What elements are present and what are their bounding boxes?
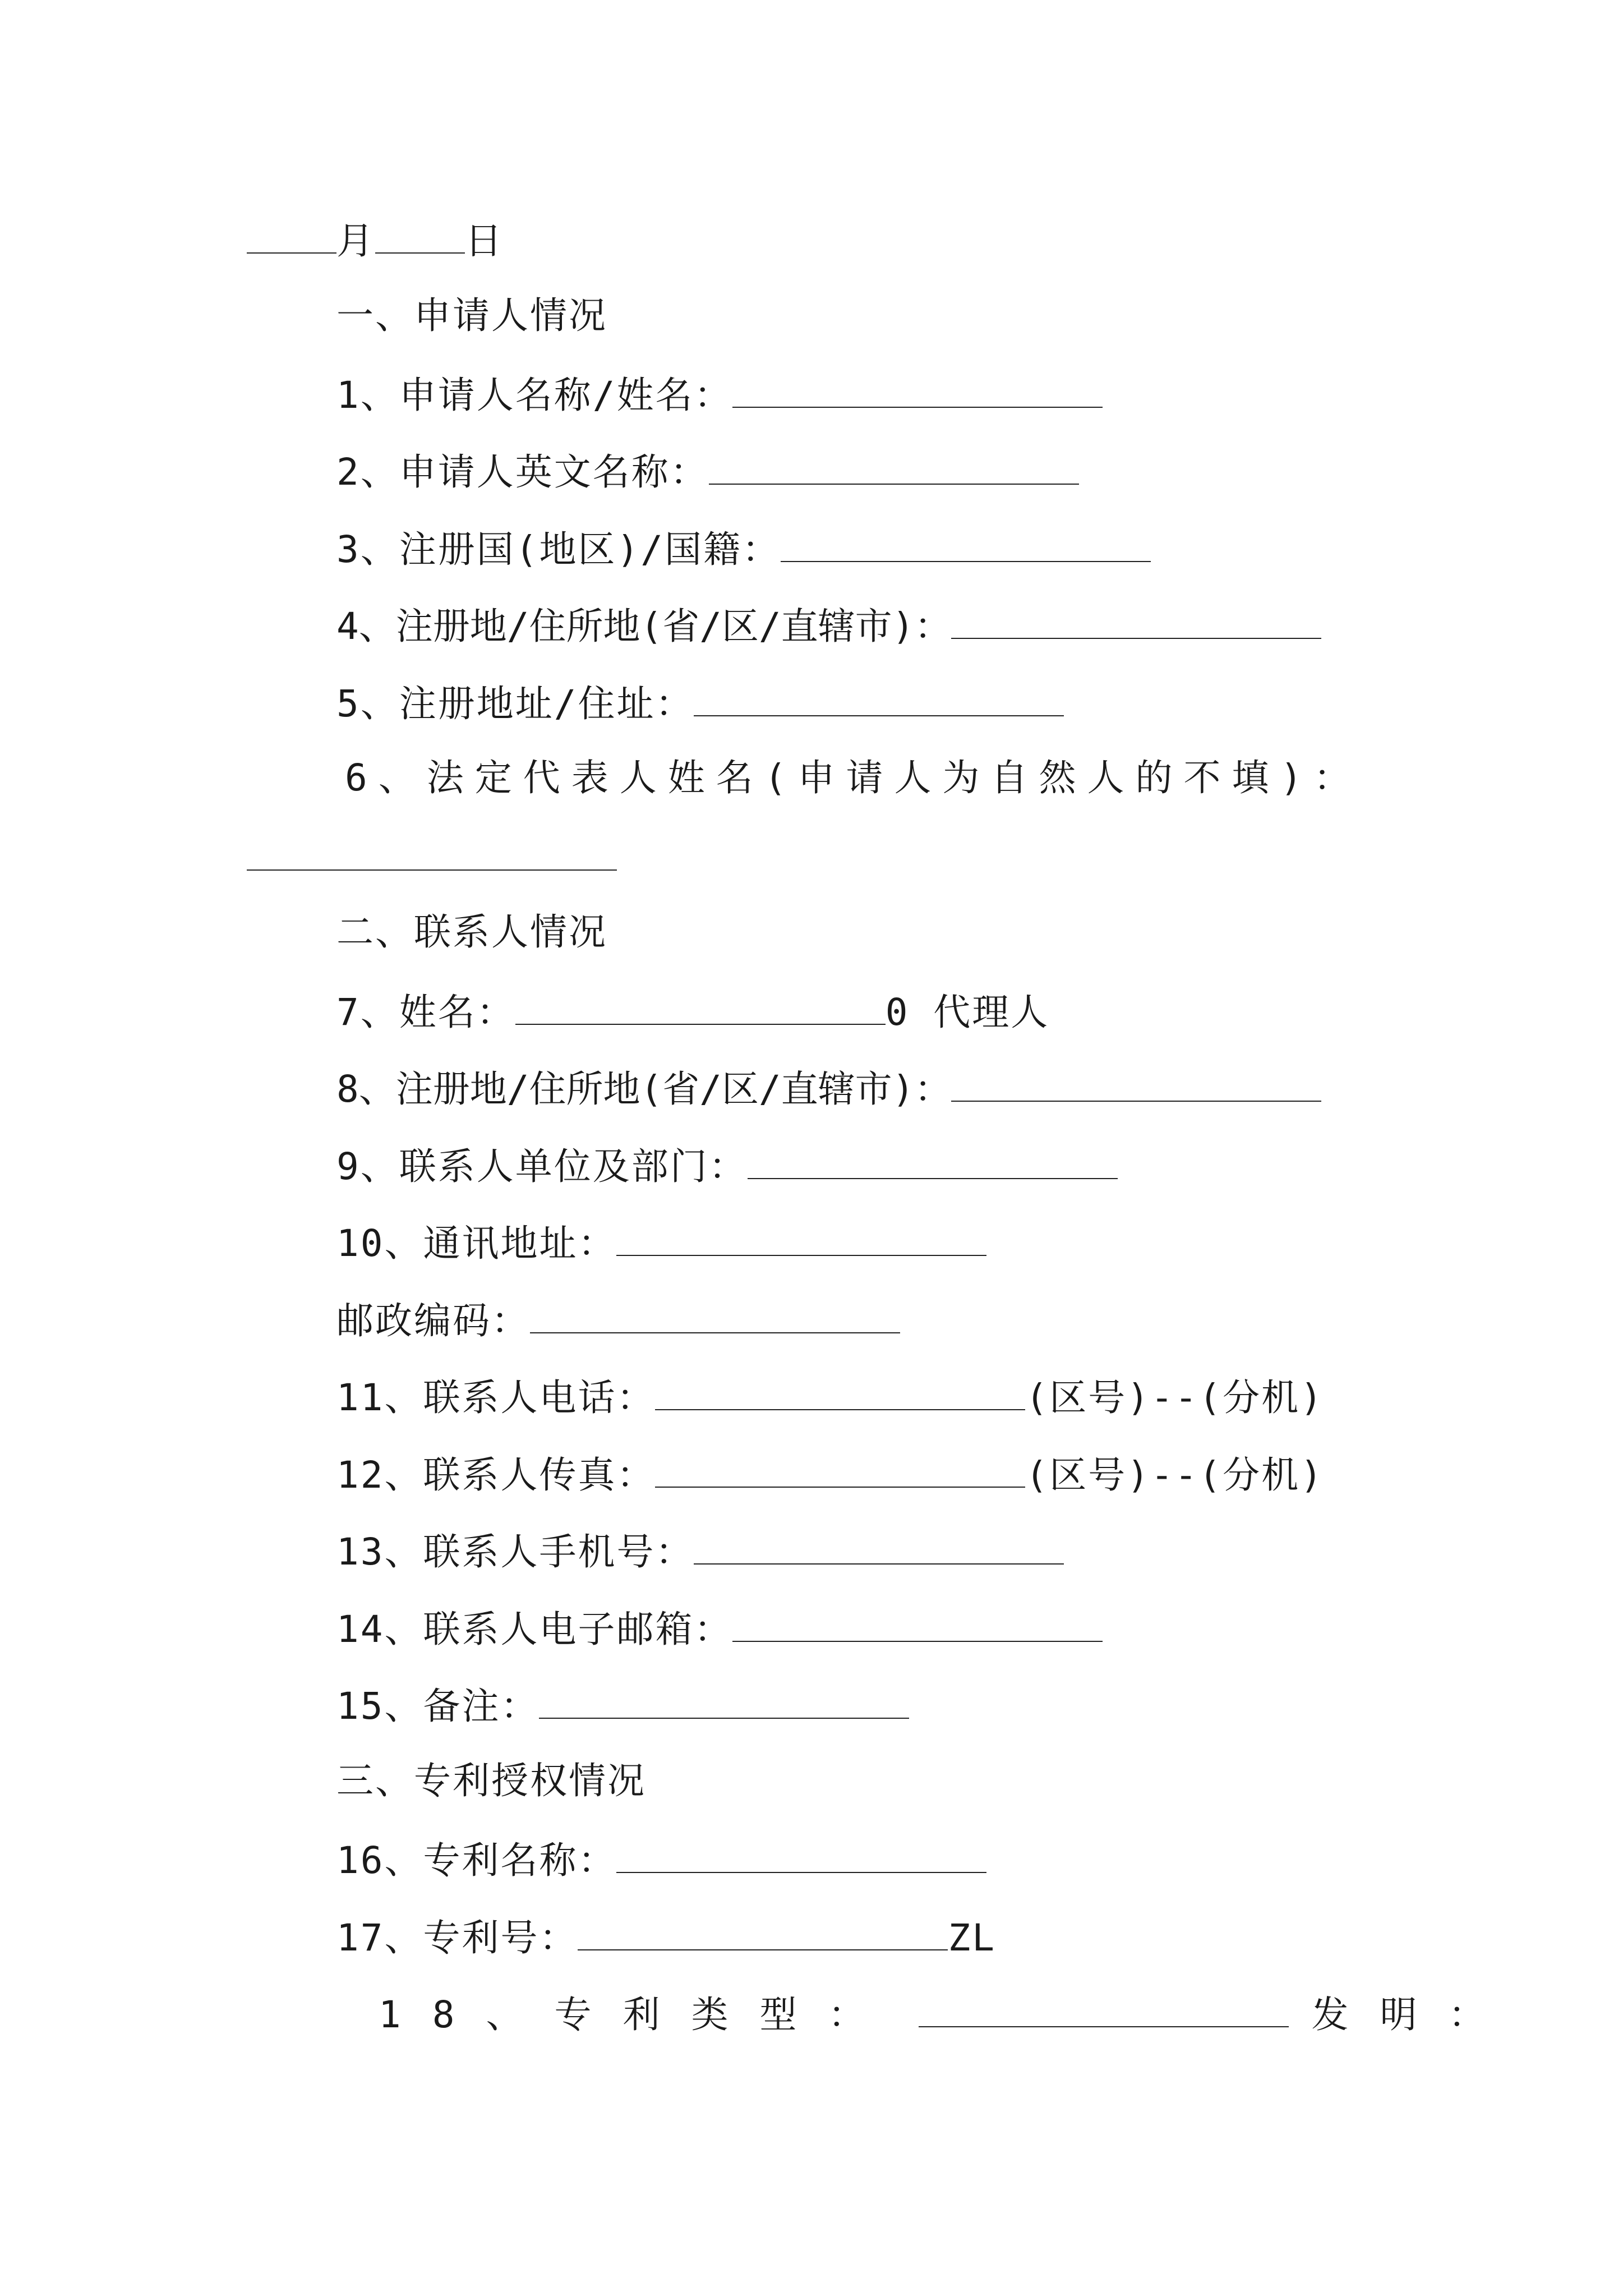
registration-country-blank[interactable]	[781, 522, 1151, 562]
date-line	[247, 213, 504, 266]
contact-fax-label: 12、联系人传真：	[336, 1453, 656, 1497]
postcode-field	[336, 1293, 900, 1346]
day-label: 日	[465, 219, 504, 263]
patent-name-field	[336, 1833, 986, 1886]
contact-phone-field	[336, 1370, 1324, 1423]
contact-email-field	[336, 1602, 1103, 1655]
contact-mobile-field	[336, 1524, 1064, 1577]
remarks-field	[336, 1678, 909, 1732]
contact-email-blank[interactable]	[732, 1602, 1103, 1642]
section2-heading: 二、联系人情况	[336, 910, 607, 954]
contact-registration-place-field	[336, 1061, 1321, 1115]
registration-address-label: 5、注册地址/住址：	[336, 682, 694, 725]
contact-name-field	[336, 984, 1049, 1038]
month-label: 月	[336, 219, 375, 263]
registration-address-field	[336, 676, 1064, 729]
applicant-english-name-blank[interactable]	[709, 444, 1079, 485]
mailing-address-field	[336, 1216, 986, 1269]
patent-number-suffix: ZL	[948, 1916, 996, 1959]
contact-registration-place-blank[interactable]	[951, 1061, 1321, 1102]
contact-phone-blank[interactable]	[655, 1370, 1025, 1410]
contact-unit-label: 9、联系人单位及部门：	[336, 1145, 748, 1188]
postcode-label: 邮政编码：	[336, 1299, 530, 1342]
patent-name-blank[interactable]	[616, 1833, 986, 1873]
patent-type-blank[interactable]	[919, 1987, 1289, 2027]
registration-place-field	[336, 599, 1321, 652]
contact-mobile-label: 13、联系人手机号：	[336, 1530, 694, 1573]
contact-fax-blank[interactable]	[655, 1447, 1025, 1488]
applicant-name-label: 1、申请人名称/姓名：	[336, 374, 733, 417]
contact-email-label: 14、联系人电子邮箱：	[336, 1608, 733, 1651]
mailing-address-label: 10、通讯地址：	[336, 1222, 617, 1265]
registration-place-label: 4、注册地/住所地(省/区/直辖市)：	[336, 605, 952, 648]
patent-type-label: 18、专利类型：	[379, 1993, 897, 2036]
registration-address-blank[interactable]	[694, 676, 1064, 716]
section3-heading: 三、专利授权情况	[336, 1759, 646, 1802]
contact-name-label: 7、姓名：	[336, 991, 515, 1034]
remarks-label: 15、备注：	[336, 1685, 540, 1728]
contact-name-blank[interactable]	[515, 984, 886, 1025]
contact-fax-field	[336, 1447, 1324, 1501]
month-blank[interactable]	[247, 213, 336, 254]
patent-number-blank[interactable]	[578, 1910, 948, 1950]
contact-unit-blank[interactable]	[748, 1139, 1118, 1179]
applicant-english-name-label: 2、申请人英文名称：	[336, 450, 709, 494]
legal-representative-line	[247, 830, 617, 884]
patent-number-field	[336, 1910, 996, 1963]
contact-mobile-blank[interactable]	[694, 1524, 1064, 1565]
postcode-blank[interactable]	[530, 1293, 900, 1333]
registration-country-label: 3、注册国(地区)/国籍：	[336, 528, 781, 571]
section1-heading: 一、申请人情况	[336, 294, 607, 337]
contact-unit-field	[336, 1139, 1118, 1192]
remarks-blank[interactable]	[539, 1678, 909, 1719]
contact-fax-suffix: (区号)--(分机)	[1025, 1453, 1324, 1497]
patent-number-label: 17、专利号：	[336, 1916, 578, 1959]
applicant-english-name-field	[336, 444, 1079, 498]
contact-phone-label: 11、联系人电话：	[336, 1376, 656, 1419]
applicant-name-field	[336, 367, 1103, 421]
contact-name-suffix: 0 代理人	[885, 991, 1050, 1034]
contact-phone-suffix: (区号)--(分机)	[1025, 1376, 1324, 1419]
contact-registration-place-label: 8、注册地/住所地(省/区/直辖市)：	[336, 1068, 952, 1111]
patent-type-suffix: 发明：	[1311, 1993, 1517, 2036]
registration-country-field	[336, 522, 1151, 575]
registration-place-blank[interactable]	[951, 599, 1321, 639]
day-blank[interactable]	[375, 213, 465, 254]
mailing-address-blank[interactable]	[616, 1216, 986, 1256]
patent-type-field	[379, 1987, 1516, 2040]
patent-name-label: 16、专利名称：	[336, 1839, 617, 1882]
legal-representative-label: 6、法定代表人姓名(申请人为自然人的不填)：	[345, 756, 1362, 799]
applicant-name-blank[interactable]	[732, 367, 1103, 408]
legal-representative-blank[interactable]	[247, 830, 617, 871]
